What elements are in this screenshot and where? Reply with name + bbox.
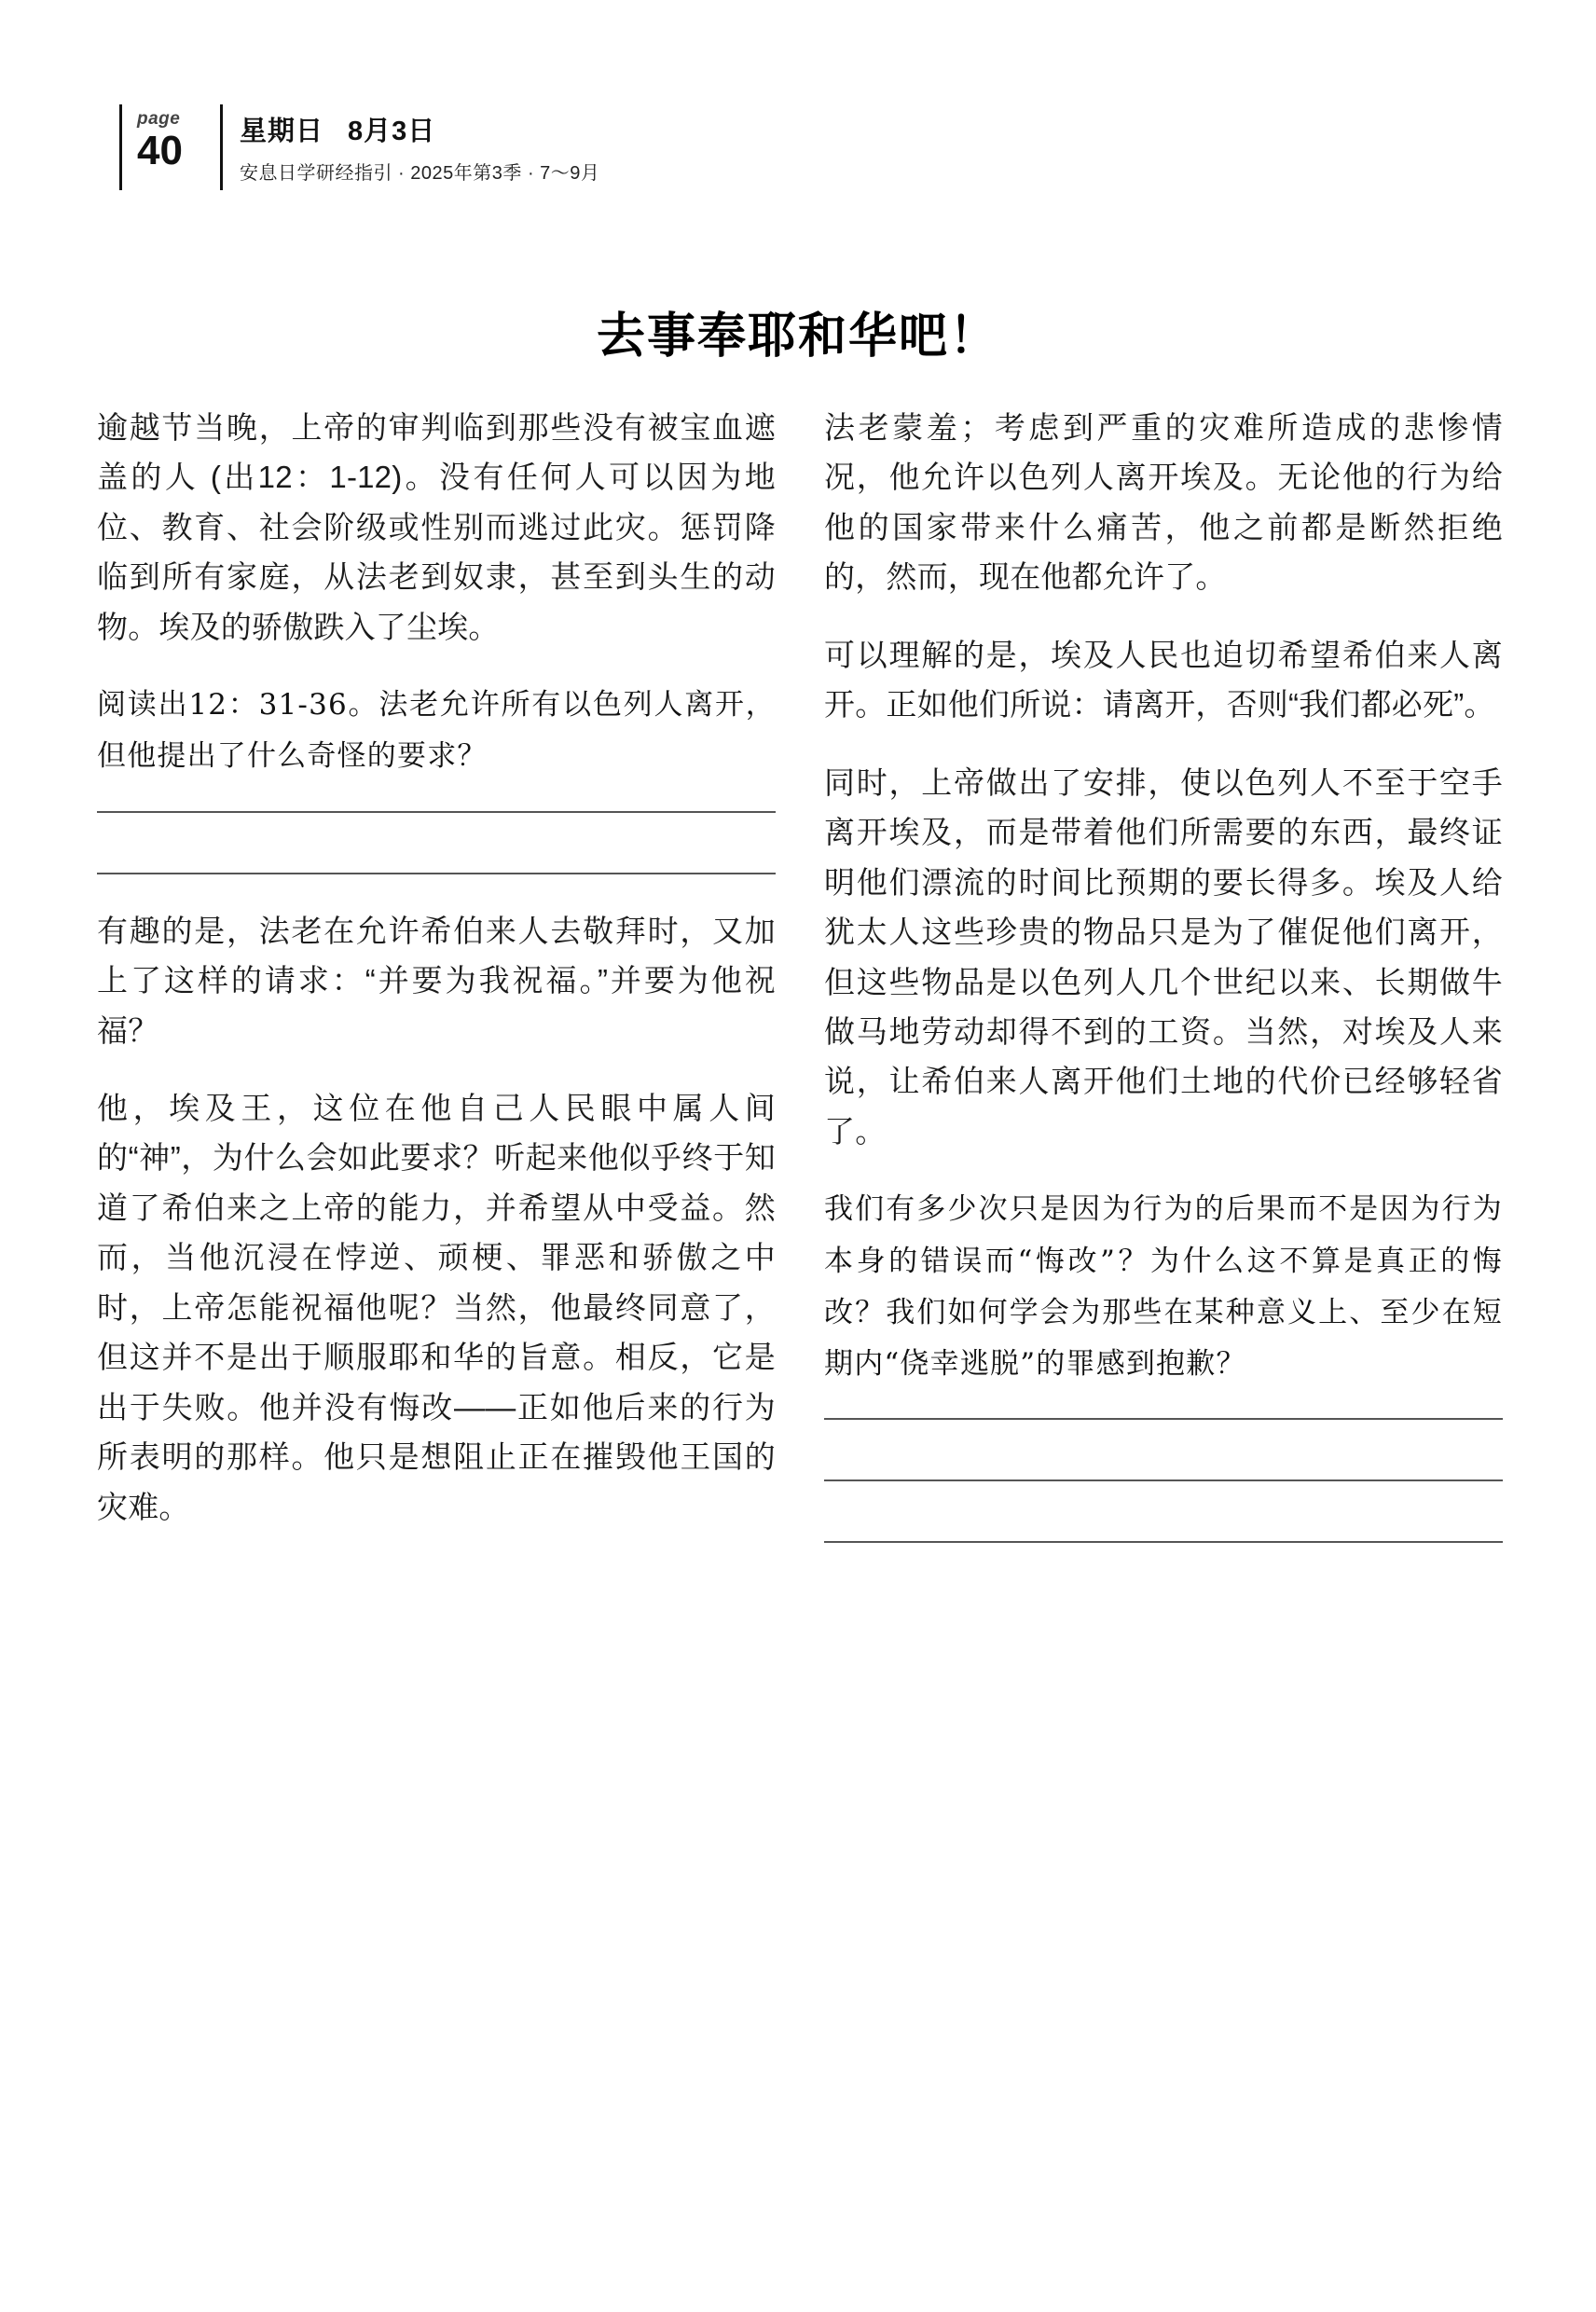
left-column — [97, 403, 776, 1575]
write-line — [97, 873, 776, 874]
header-date-line — [240, 110, 599, 148]
write-line — [97, 811, 776, 813]
paragraph: 他，埃及王，这位在他自己人民眼中属人间的“神”，为什么会如此要求？听起来他似乎终于知道了希伯来之上帝的能力，并希望从中受益。然而，当他沉浸在悖逆、顽梗、罪恶和骄傲之中时，上帝怎能祝福他呢？当然，他最终同意了，但这并不是出于顺服耶和华的旨意。相反，它是出于失败。他并没有悔改——正如他后来的行为所表明的那样。他只是想阻止正在摧毁他王国的灾难。 — [97, 1090, 776, 1524]
page-header — [119, 104, 599, 190]
study-question: 阅读出12：31-36。法老允许所有以色列人离开，但他提出了什么奇怪的要求？ — [97, 688, 776, 774]
answer-write-lines — [824, 1418, 1503, 1543]
article-columns — [97, 403, 1503, 1575]
page-number: 40 — [137, 128, 183, 173]
header-divider — [220, 104, 223, 190]
page-title: 去事奉耶和华吧！ — [596, 308, 999, 365]
write-line — [824, 1479, 1503, 1481]
header-subtitle: 安息日学研经指引 · 2025年第3季 · 7～9月 — [240, 163, 600, 184]
paragraph: 逾越节当晚，上帝的审判临到那些没有被宝血遮盖的人 (出12：1-12)。没有任何人可以因为地位、教育、社会阶级或性别而逃过此灾。惩罚降临到所有家庭，从法老到奴隶，甚至到头生的动物。埃及的骄傲跌入了尘埃。 — [97, 410, 776, 644]
page-label: page — [137, 109, 181, 129]
paragraph: 同时，上帝做出了安排，使以色列人不至于空手离开埃及，而是带着他们所需要的东西，最终证明他们漂流的时间比预期的要长得多。埃及人给犹太人这些珍贵的物品只是为了催促他们离开，但这些物品是以色列人几个世纪以来、长期做牛做马地劳动却得不到的工资。当然，对埃及人来说，让希伯来人离开他们土地的代价已经够轻省了。 — [824, 764, 1503, 1149]
paragraph: 可以理解的是，埃及人民也迫切希望希伯来人离开。正如他们所说：请离开，否则“我们都必死”。 — [824, 637, 1503, 722]
weekday-label: 星期日 — [240, 117, 324, 146]
paragraph: 法老蒙羞；考虑到严重的灾难所造成的悲惨情况，他允许以色列人离开埃及。无论他的行为给他的国家带来什么痛苦，他之前都是断然拒绝的，然而，现在他都允许了。 — [824, 410, 1503, 595]
page-number-block — [119, 104, 213, 190]
date-label: 8月3日 — [348, 117, 436, 146]
paragraph: 有趣的是，法老在允许希伯来人去敬拜时，又加上了这样的请求：“并要为我祝福。”并要为他祝福？ — [97, 913, 776, 1048]
header-text-block — [240, 104, 599, 190]
study-question: 我们有多少次只是因为行为的后果而不是因为行为本身的错误而“悔改”？为什么这不算是真正的悔改？我们如何学会为那些在某种意义上、至少在短期内“侥幸逃脱”的罪感到抱歉？ — [824, 1192, 1503, 1381]
answer-write-lines — [97, 811, 776, 874]
write-line — [824, 1541, 1503, 1543]
right-column — [824, 403, 1503, 1575]
write-line — [824, 1418, 1503, 1420]
